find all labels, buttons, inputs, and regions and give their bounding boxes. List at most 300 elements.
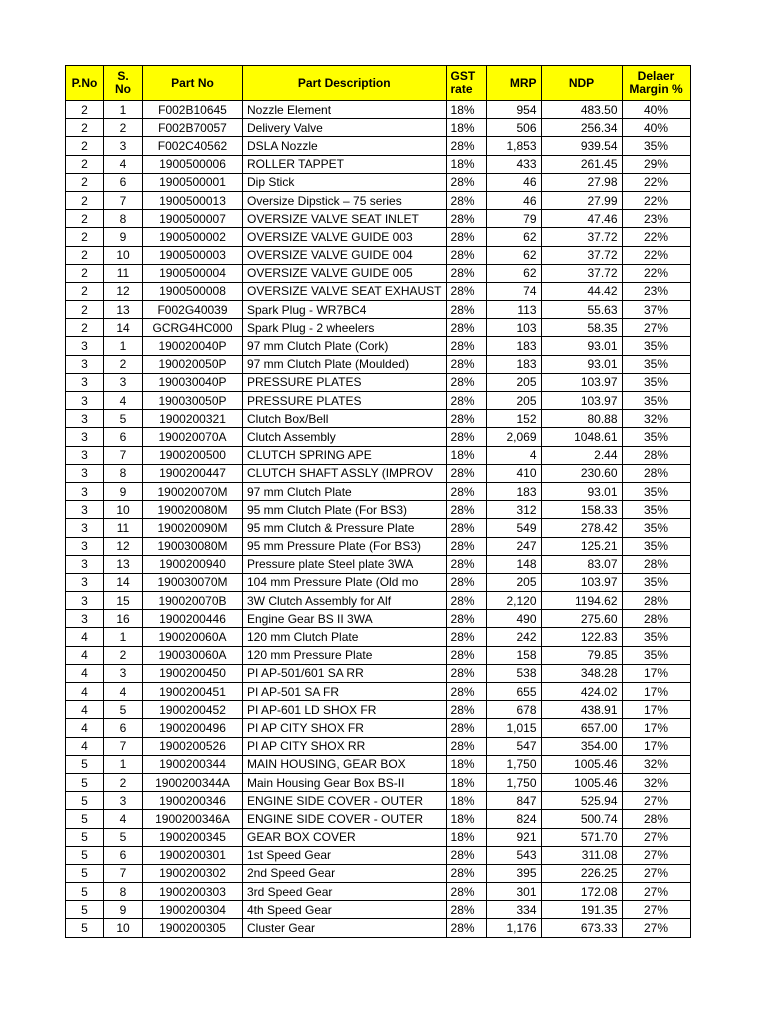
ndp-cell[interactable]: 103.97 [541,373,622,391]
gst-rate-cell[interactable]: 28% [446,519,486,537]
sno-cell[interactable]: 13 [104,301,143,319]
dealer-margin-cell[interactable]: 28% [622,810,690,828]
mrp-cell[interactable]: 158 [486,646,541,664]
part-description-cell[interactable]: GEAR BOX COVER [243,828,447,846]
sno-cell[interactable]: 3 [104,664,143,682]
sno-cell[interactable]: 12 [104,282,143,300]
pno-cell[interactable]: 2 [66,301,104,319]
header-dealer-margin[interactable]: Delaer Margin % [622,66,690,101]
sno-cell[interactable]: 9 [104,901,143,919]
ndp-cell[interactable]: 191.35 [541,901,622,919]
pno-cell[interactable]: 3 [66,519,104,537]
part-no-cell[interactable]: 1900200450 [143,664,243,682]
part-no-cell[interactable]: 1900200452 [143,701,243,719]
part-description-cell[interactable]: PRESSURE PLATES [243,392,447,410]
pno-cell[interactable]: 4 [66,664,104,682]
gst-rate-cell[interactable]: 28% [446,428,486,446]
mrp-cell[interactable]: 395 [486,864,541,882]
part-no-cell[interactable]: 190030050P [143,392,243,410]
pno-cell[interactable]: 5 [66,792,104,810]
ndp-cell[interactable]: 275.60 [541,610,622,628]
part-description-cell[interactable]: CLUTCH SPRING APE [243,446,447,464]
mrp-cell[interactable]: 490 [486,610,541,628]
mrp-cell[interactable]: 205 [486,373,541,391]
mrp-cell[interactable]: 2,120 [486,592,541,610]
dealer-margin-cell[interactable]: 28% [622,610,690,628]
ndp-cell[interactable]: 93.01 [541,337,622,355]
part-no-cell[interactable]: F002B10645 [143,101,243,119]
mrp-cell[interactable]: 2,069 [486,428,541,446]
ndp-cell[interactable]: 348.28 [541,664,622,682]
part-description-cell[interactable]: ENGINE SIDE COVER - OUTER [243,792,447,810]
gst-rate-cell[interactable]: 28% [446,319,486,337]
sno-cell[interactable]: 14 [104,319,143,337]
dealer-margin-cell[interactable]: 32% [622,410,690,428]
ndp-cell[interactable]: 37.72 [541,264,622,282]
sno-cell[interactable]: 3 [104,373,143,391]
pno-cell[interactable]: 2 [66,101,104,119]
part-no-cell[interactable]: 1900200301 [143,846,243,864]
part-description-cell[interactable]: 97 mm Clutch Plate (Moulded) [243,355,447,373]
sno-cell[interactable]: 6 [104,719,143,737]
dealer-margin-cell[interactable]: 37% [622,301,690,319]
gst-rate-cell[interactable]: 28% [446,737,486,755]
dealer-margin-cell[interactable]: 29% [622,155,690,173]
sno-cell[interactable]: 14 [104,573,143,591]
mrp-cell[interactable]: 46 [486,191,541,209]
ndp-cell[interactable]: 37.72 [541,228,622,246]
ndp-cell[interactable]: 525.94 [541,792,622,810]
mrp-cell[interactable]: 312 [486,501,541,519]
pno-cell[interactable]: 2 [66,210,104,228]
dealer-margin-cell[interactable]: 27% [622,792,690,810]
gst-rate-cell[interactable]: 18% [446,810,486,828]
dealer-margin-cell[interactable]: 27% [622,901,690,919]
pno-cell[interactable]: 2 [66,119,104,137]
pno-cell[interactable]: 3 [66,592,104,610]
part-description-cell[interactable]: 95 mm Clutch Plate (For BS3) [243,501,447,519]
dealer-margin-cell[interactable]: 35% [622,392,690,410]
ndp-cell[interactable]: 158.33 [541,501,622,519]
pno-cell[interactable]: 3 [66,555,104,573]
sno-cell[interactable]: 8 [104,210,143,228]
part-no-cell[interactable]: 1900200305 [143,919,243,937]
ndp-cell[interactable]: 93.01 [541,482,622,500]
part-no-cell[interactable]: 1900200321 [143,410,243,428]
pno-cell[interactable]: 5 [66,883,104,901]
gst-rate-cell[interactable]: 28% [446,683,486,701]
mrp-cell[interactable]: 538 [486,664,541,682]
ndp-cell[interactable]: 261.45 [541,155,622,173]
part-description-cell[interactable]: 1st Speed Gear [243,846,447,864]
dealer-margin-cell[interactable]: 35% [622,337,690,355]
dealer-margin-cell[interactable]: 27% [622,828,690,846]
part-description-cell[interactable]: Dip Stick [243,173,447,191]
part-description-cell[interactable]: Spark Plug - WR7BC4 [243,301,447,319]
pno-cell[interactable]: 4 [66,628,104,646]
gst-rate-cell[interactable]: 28% [446,610,486,628]
gst-rate-cell[interactable]: 28% [446,410,486,428]
ndp-cell[interactable]: 438.91 [541,701,622,719]
part-description-cell[interactable]: Oversize Dipstick – 75 series [243,191,447,209]
part-no-cell[interactable]: F002B70057 [143,119,243,137]
gst-rate-cell[interactable]: 28% [446,628,486,646]
mrp-cell[interactable]: 824 [486,810,541,828]
dealer-margin-cell[interactable]: 35% [622,646,690,664]
dealer-margin-cell[interactable]: 22% [622,264,690,282]
gst-rate-cell[interactable]: 28% [446,573,486,591]
pno-cell[interactable]: 3 [66,428,104,446]
dealer-margin-cell[interactable]: 17% [622,683,690,701]
dealer-margin-cell[interactable]: 27% [622,883,690,901]
sno-cell[interactable]: 3 [104,792,143,810]
sno-cell[interactable]: 2 [104,355,143,373]
gst-rate-cell[interactable]: 28% [446,864,486,882]
part-description-cell[interactable]: ROLLER TAPPET [243,155,447,173]
part-description-cell[interactable]: PI AP-501/601 SA RR [243,664,447,682]
pno-cell[interactable]: 3 [66,464,104,482]
sno-cell[interactable]: 4 [104,683,143,701]
pno-cell[interactable]: 3 [66,537,104,555]
part-no-cell[interactable]: 190020070A [143,428,243,446]
sno-cell[interactable]: 8 [104,464,143,482]
part-description-cell[interactable]: CLUTCH SHAFT ASSLY (IMPROV [243,464,447,482]
part-no-cell[interactable]: 1900200303 [143,883,243,901]
gst-rate-cell[interactable]: 18% [446,446,486,464]
part-description-cell[interactable]: Pressure plate Steel plate 3WA [243,555,447,573]
sno-cell[interactable]: 10 [104,919,143,937]
part-no-cell[interactable]: 1900500001 [143,173,243,191]
ndp-cell[interactable]: 230.60 [541,464,622,482]
mrp-cell[interactable]: 954 [486,101,541,119]
sno-cell[interactable]: 10 [104,246,143,264]
mrp-cell[interactable]: 242 [486,628,541,646]
mrp-cell[interactable]: 549 [486,519,541,537]
mrp-cell[interactable]: 543 [486,846,541,864]
ndp-cell[interactable]: 278.42 [541,519,622,537]
dealer-margin-cell[interactable]: 35% [622,501,690,519]
part-no-cell[interactable]: 190020090M [143,519,243,537]
pno-cell[interactable]: 2 [66,264,104,282]
dealer-margin-cell[interactable]: 28% [622,464,690,482]
part-description-cell[interactable]: PRESSURE PLATES [243,373,447,391]
mrp-cell[interactable]: 547 [486,737,541,755]
pno-cell[interactable]: 2 [66,155,104,173]
part-no-cell[interactable]: 1900200940 [143,555,243,573]
mrp-cell[interactable]: 183 [486,355,541,373]
dealer-margin-cell[interactable]: 35% [622,482,690,500]
part-no-cell[interactable]: 1900200496 [143,719,243,737]
part-description-cell[interactable]: OVERSIZE VALVE SEAT EXHAUST [243,282,447,300]
part-description-cell[interactable]: Cluster Gear [243,919,447,937]
gst-rate-cell[interactable]: 28% [446,846,486,864]
part-description-cell[interactable]: Delivery Valve [243,119,447,137]
part-description-cell[interactable]: OVERSIZE VALVE GUIDE 005 [243,264,447,282]
dealer-margin-cell[interactable]: 40% [622,119,690,137]
gst-rate-cell[interactable]: 28% [446,664,486,682]
mrp-cell[interactable]: 433 [486,155,541,173]
mrp-cell[interactable]: 205 [486,392,541,410]
pno-cell[interactable]: 5 [66,901,104,919]
mrp-cell[interactable]: 113 [486,301,541,319]
sno-cell[interactable]: 7 [104,864,143,882]
part-no-cell[interactable]: GCRG4HC000 [143,319,243,337]
part-no-cell[interactable]: 190030070M [143,573,243,591]
sno-cell[interactable]: 9 [104,482,143,500]
part-no-cell[interactable]: 1900200447 [143,464,243,482]
pno-cell[interactable]: 5 [66,773,104,791]
sno-cell[interactable]: 13 [104,555,143,573]
gst-rate-cell[interactable]: 28% [446,373,486,391]
dealer-margin-cell[interactable]: 22% [622,191,690,209]
part-no-cell[interactable]: 1900500003 [143,246,243,264]
sno-cell[interactable]: 7 [104,191,143,209]
mrp-cell[interactable]: 301 [486,883,541,901]
mrp-cell[interactable]: 247 [486,537,541,555]
part-no-cell[interactable]: 190020070M [143,482,243,500]
gst-rate-cell[interactable]: 28% [446,337,486,355]
dealer-margin-cell[interactable]: 27% [622,919,690,937]
dealer-margin-cell[interactable]: 40% [622,101,690,119]
mrp-cell[interactable]: 1,853 [486,137,541,155]
pno-cell[interactable]: 5 [66,864,104,882]
sno-cell[interactable]: 6 [104,173,143,191]
mrp-cell[interactable]: 152 [486,410,541,428]
gst-rate-cell[interactable]: 28% [446,228,486,246]
ndp-cell[interactable]: 483.50 [541,101,622,119]
gst-rate-cell[interactable]: 28% [446,482,486,500]
mrp-cell[interactable]: 847 [486,792,541,810]
mrp-cell[interactable]: 46 [486,173,541,191]
ndp-cell[interactable]: 125.21 [541,537,622,555]
ndp-cell[interactable]: 354.00 [541,737,622,755]
part-description-cell[interactable]: 2nd Speed Gear [243,864,447,882]
sno-cell[interactable]: 6 [104,846,143,864]
ndp-cell[interactable]: 1005.46 [541,755,622,773]
sno-cell[interactable]: 5 [104,410,143,428]
part-no-cell[interactable]: 1900200446 [143,610,243,628]
pno-cell[interactable]: 5 [66,755,104,773]
pno-cell[interactable]: 4 [66,683,104,701]
pno-cell[interactable]: 3 [66,501,104,519]
pno-cell[interactable]: 5 [66,810,104,828]
part-description-cell[interactable]: MAIN HOUSING, GEAR BOX [243,755,447,773]
gst-rate-cell[interactable]: 18% [446,773,486,791]
part-description-cell[interactable]: 95 mm Pressure Plate (For BS3) [243,537,447,555]
mrp-cell[interactable]: 1,750 [486,773,541,791]
part-description-cell[interactable]: 4th Speed Gear [243,901,447,919]
mrp-cell[interactable]: 79 [486,210,541,228]
part-description-cell[interactable]: 120 mm Pressure Plate [243,646,447,664]
pno-cell[interactable]: 2 [66,228,104,246]
pno-cell[interactable]: 2 [66,191,104,209]
sno-cell[interactable]: 1 [104,628,143,646]
header-part-description[interactable]: Part Description [243,66,447,101]
sno-cell[interactable]: 3 [104,137,143,155]
pno-cell[interactable]: 4 [66,646,104,664]
gst-rate-cell[interactable]: 18% [446,828,486,846]
pno-cell[interactable]: 3 [66,610,104,628]
dealer-margin-cell[interactable]: 17% [622,701,690,719]
gst-rate-cell[interactable]: 28% [446,264,486,282]
ndp-cell[interactable]: 83.07 [541,555,622,573]
mrp-cell[interactable]: 1,015 [486,719,541,737]
dealer-margin-cell[interactable]: 32% [622,773,690,791]
header-ndp[interactable]: NDP [541,66,622,101]
part-no-cell[interactable]: 1900200302 [143,864,243,882]
part-no-cell[interactable]: 1900200451 [143,683,243,701]
pno-cell[interactable]: 3 [66,355,104,373]
dealer-margin-cell[interactable]: 23% [622,210,690,228]
ndp-cell[interactable]: 103.97 [541,573,622,591]
part-no-cell[interactable]: 1900500013 [143,191,243,209]
mrp-cell[interactable]: 506 [486,119,541,137]
ndp-cell[interactable]: 27.98 [541,173,622,191]
gst-rate-cell[interactable]: 28% [446,646,486,664]
gst-rate-cell[interactable]: 28% [446,210,486,228]
sno-cell[interactable]: 9 [104,228,143,246]
ndp-cell[interactable]: 2.44 [541,446,622,464]
part-no-cell[interactable]: 190020080M [143,501,243,519]
ndp-cell[interactable]: 93.01 [541,355,622,373]
part-no-cell[interactable]: 190030040P [143,373,243,391]
pno-cell[interactable]: 4 [66,719,104,737]
mrp-cell[interactable]: 62 [486,228,541,246]
sno-cell[interactable]: 2 [104,646,143,664]
header-gst-rate[interactable]: GST rate [446,66,486,101]
mrp-cell[interactable]: 62 [486,264,541,282]
part-description-cell[interactable]: OVERSIZE VALVE GUIDE 004 [243,246,447,264]
pno-cell[interactable]: 3 [66,392,104,410]
gst-rate-cell[interactable]: 28% [446,355,486,373]
ndp-cell[interactable]: 1048.61 [541,428,622,446]
ndp-cell[interactable]: 1005.46 [541,773,622,791]
pno-cell[interactable]: 2 [66,319,104,337]
gst-rate-cell[interactable]: 28% [446,392,486,410]
part-no-cell[interactable]: 190030060A [143,646,243,664]
part-no-cell[interactable]: 1900200344 [143,755,243,773]
gst-rate-cell[interactable]: 28% [446,883,486,901]
ndp-cell[interactable]: 172.08 [541,883,622,901]
pno-cell[interactable]: 5 [66,919,104,937]
dealer-margin-cell[interactable]: 35% [622,519,690,537]
sno-cell[interactable]: 15 [104,592,143,610]
mrp-cell[interactable]: 183 [486,482,541,500]
part-description-cell[interactable]: Nozzle Element [243,101,447,119]
dealer-margin-cell[interactable]: 35% [622,428,690,446]
part-description-cell[interactable]: PI AP-501 SA FR [243,683,447,701]
header-pno[interactable]: P.No [66,66,104,101]
dealer-margin-cell[interactable]: 17% [622,719,690,737]
part-no-cell[interactable]: 1900500007 [143,210,243,228]
part-description-cell[interactable]: PI AP-601 LD SHOX FR [243,701,447,719]
gst-rate-cell[interactable]: 28% [446,464,486,482]
sno-cell[interactable]: 1 [104,755,143,773]
ndp-cell[interactable]: 122.83 [541,628,622,646]
ndp-cell[interactable]: 103.97 [541,392,622,410]
part-no-cell[interactable]: F002G40039 [143,301,243,319]
dealer-margin-cell[interactable]: 23% [622,282,690,300]
dealer-margin-cell[interactable]: 35% [622,628,690,646]
mrp-cell[interactable]: 921 [486,828,541,846]
ndp-cell[interactable]: 27.99 [541,191,622,209]
ndp-cell[interactable]: 1194.62 [541,592,622,610]
gst-rate-cell[interactable]: 28% [446,919,486,937]
gst-rate-cell[interactable]: 28% [446,537,486,555]
mrp-cell[interactable]: 74 [486,282,541,300]
header-mrp[interactable]: MRP [486,66,541,101]
mrp-cell[interactable]: 334 [486,901,541,919]
part-description-cell[interactable]: PI AP CITY SHOX RR [243,737,447,755]
part-description-cell[interactable]: 97 mm Clutch Plate [243,482,447,500]
part-no-cell[interactable]: 1900200500 [143,446,243,464]
gst-rate-cell[interactable]: 28% [446,501,486,519]
mrp-cell[interactable]: 62 [486,246,541,264]
part-description-cell[interactable]: Main Housing Gear Box BS-II [243,773,447,791]
sno-cell[interactable]: 11 [104,519,143,537]
ndp-cell[interactable]: 657.00 [541,719,622,737]
pno-cell[interactable]: 2 [66,246,104,264]
ndp-cell[interactable]: 58.35 [541,319,622,337]
ndp-cell[interactable]: 424.02 [541,683,622,701]
part-description-cell[interactable]: ENGINE SIDE COVER - OUTER [243,810,447,828]
gst-rate-cell[interactable]: 28% [446,282,486,300]
dealer-margin-cell[interactable]: 22% [622,173,690,191]
part-no-cell[interactable]: 190020050P [143,355,243,373]
header-sno[interactable]: S. No [104,66,143,101]
dealer-margin-cell[interactable]: 27% [622,846,690,864]
dealer-margin-cell[interactable]: 27% [622,864,690,882]
dealer-margin-cell[interactable]: 22% [622,246,690,264]
gst-rate-cell[interactable]: 28% [446,592,486,610]
part-description-cell[interactable]: 97 mm Clutch Plate (Cork) [243,337,447,355]
pno-cell[interactable]: 3 [66,482,104,500]
sno-cell[interactable]: 4 [104,810,143,828]
pno-cell[interactable]: 2 [66,173,104,191]
mrp-cell[interactable]: 678 [486,701,541,719]
mrp-cell[interactable]: 103 [486,319,541,337]
ndp-cell[interactable]: 55.63 [541,301,622,319]
gst-rate-cell[interactable]: 18% [446,755,486,773]
ndp-cell[interactable]: 500.74 [541,810,622,828]
ndp-cell[interactable]: 571.70 [541,828,622,846]
pno-cell[interactable]: 2 [66,282,104,300]
part-no-cell[interactable]: F002C40562 [143,137,243,155]
sno-cell[interactable]: 2 [104,119,143,137]
sno-cell[interactable]: 2 [104,773,143,791]
dealer-margin-cell[interactable]: 28% [622,555,690,573]
part-no-cell[interactable]: 1900200304 [143,901,243,919]
part-description-cell[interactable]: Engine Gear BS II 3WA [243,610,447,628]
part-no-cell[interactable]: 190020060A [143,628,243,646]
sno-cell[interactable]: 1 [104,101,143,119]
part-description-cell[interactable]: Clutch Box/Bell [243,410,447,428]
dealer-margin-cell[interactable]: 35% [622,537,690,555]
pno-cell[interactable]: 4 [66,737,104,755]
part-description-cell[interactable]: 120 mm Clutch Plate [243,628,447,646]
sno-cell[interactable]: 5 [104,828,143,846]
header-part-no[interactable]: Part No [143,66,243,101]
sno-cell[interactable]: 1 [104,337,143,355]
sno-cell[interactable]: 10 [104,501,143,519]
part-description-cell[interactable]: DSLA Nozzle [243,137,447,155]
ndp-cell[interactable]: 44.42 [541,282,622,300]
part-description-cell[interactable]: PI AP CITY SHOX FR [243,719,447,737]
gst-rate-cell[interactable]: 28% [446,173,486,191]
pno-cell[interactable]: 3 [66,573,104,591]
part-no-cell[interactable]: 190030080M [143,537,243,555]
part-description-cell[interactable]: OVERSIZE VALVE SEAT INLET [243,210,447,228]
